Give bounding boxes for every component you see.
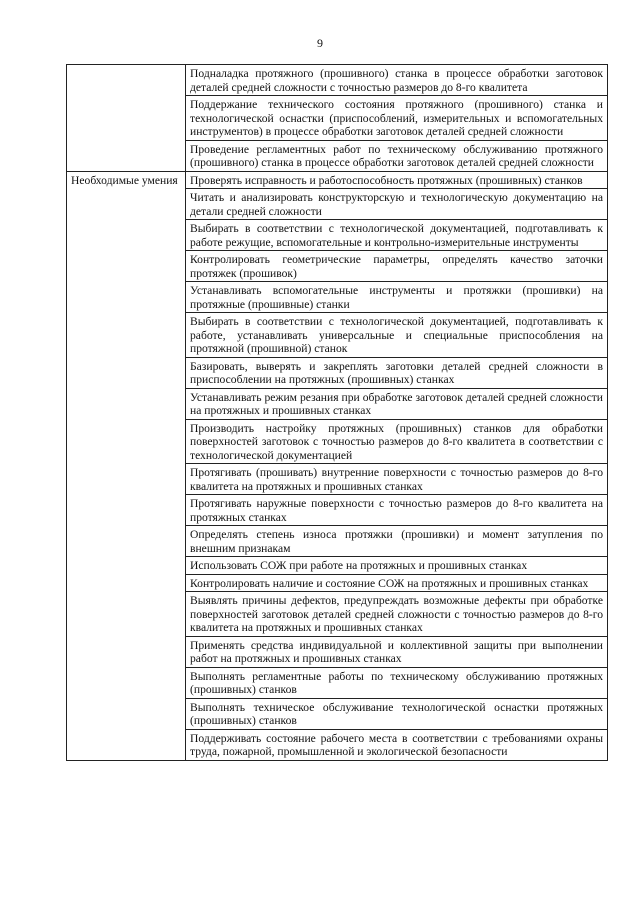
requirements-table-body — [67, 65, 608, 761]
requirements-table — [66, 64, 608, 761]
requirement-item: Выявлять причины дефектов, предупреждать возможные дефекты при обработке поверхностей заготовок деталей средней сложности с точностью размеров до 8-го квалитета на протяжных и прошивных станках — [186, 592, 608, 637]
requirement-item: Использовать СОЖ при работе на протяжных и прошивных станках — [186, 557, 608, 575]
table-row — [67, 65, 608, 96]
requirement-item: Поддерживать состояние рабочего места в соответствии с требованиями охраны труда, пожарной, промышленной и экологической безопасности — [186, 729, 608, 760]
requirement-item: Протягивать наружные поверхности с точностью размеров до 8-го квалитета на протяжных станках — [186, 495, 608, 526]
requirement-item: Выбирать в соответствии с технологической документацией, подготавливать к работе режущие, вспомогательные и контрольно-измерительные инструменты — [186, 220, 608, 251]
requirement-item: Подналадка протяжного (прошивного) станка в процессе обработки заготовок деталей средней сложности с точностью размеров до 8-го квалитета — [186, 65, 608, 96]
requirement-item: Поддержание технического состояния протяжного (прошивного) станка и технологической оснастки (приспособлений, измерительных и вспомогательных инструментов) в процессе обработки заготовок деталей средней сложности — [186, 96, 608, 141]
requirement-item: Производить настройку протяжных (прошивных) станков для обработки поверхностей заготовок с точностью размеров до 8-го квалитета в соответствии с технологической документацией — [186, 419, 608, 464]
requirement-item: Устанавливать режим резания при обработке заготовок деталей средней сложности на протяжных и прошивных станках — [186, 388, 608, 419]
section-label: Необходимые умения — [67, 171, 186, 760]
requirement-item: Определять степень износа протяжки (прошивки) и момент затупления по внешним признакам — [186, 526, 608, 557]
requirement-item: Проверять исправность и работоспособность протяжных (прошивных) станков — [186, 171, 608, 189]
requirement-item: Выбирать в соответствии с технологической документацией, подготавливать к работе, устанавливать универсальные и специальные приспособления на протяжной (прошивной) станок — [186, 313, 608, 358]
section-label — [67, 65, 186, 172]
requirement-item: Выполнять регламентные работы по техническому обслуживанию протяжных (прошивных) станков — [186, 667, 608, 698]
requirement-item: Базировать, выверять и закреплять заготовки деталей средней сложности в приспособлении на протяжных (прошивных) станках — [186, 357, 608, 388]
requirement-item: Выполнять техническое обслуживание технологической оснастки протяжных (прошивных) станков — [186, 698, 608, 729]
requirement-item: Контролировать наличие и состояние СОЖ на протяжных и прошивных станках — [186, 574, 608, 592]
requirement-item: Читать и анализировать конструкторскую и технологическую документацию на детали средней сложности — [186, 189, 608, 220]
requirement-item: Контролировать геометрические параметры, определять качество заточки протяжек (прошивок) — [186, 251, 608, 282]
requirement-item: Устанавливать вспомогательные инструменты и протяжки (прошивки) на протяжные (прошивные) станки — [186, 282, 608, 313]
table-row — [67, 171, 608, 189]
requirement-item: Проведение регламентных работ по техническому обслуживанию протяжного (прошивного) станка в процессе обработки заготовок деталей средней сложности — [186, 140, 608, 171]
requirement-item: Применять средства индивидуальной и коллективной защиты при выполнении работ на протяжных и прошивных станках — [186, 636, 608, 667]
page-number: 9 — [317, 36, 323, 50]
requirement-item: Протягивать (прошивать) внутренние поверхности с точностью размеров до 8-го квалитета на протяжных и прошивных станках — [186, 464, 608, 495]
